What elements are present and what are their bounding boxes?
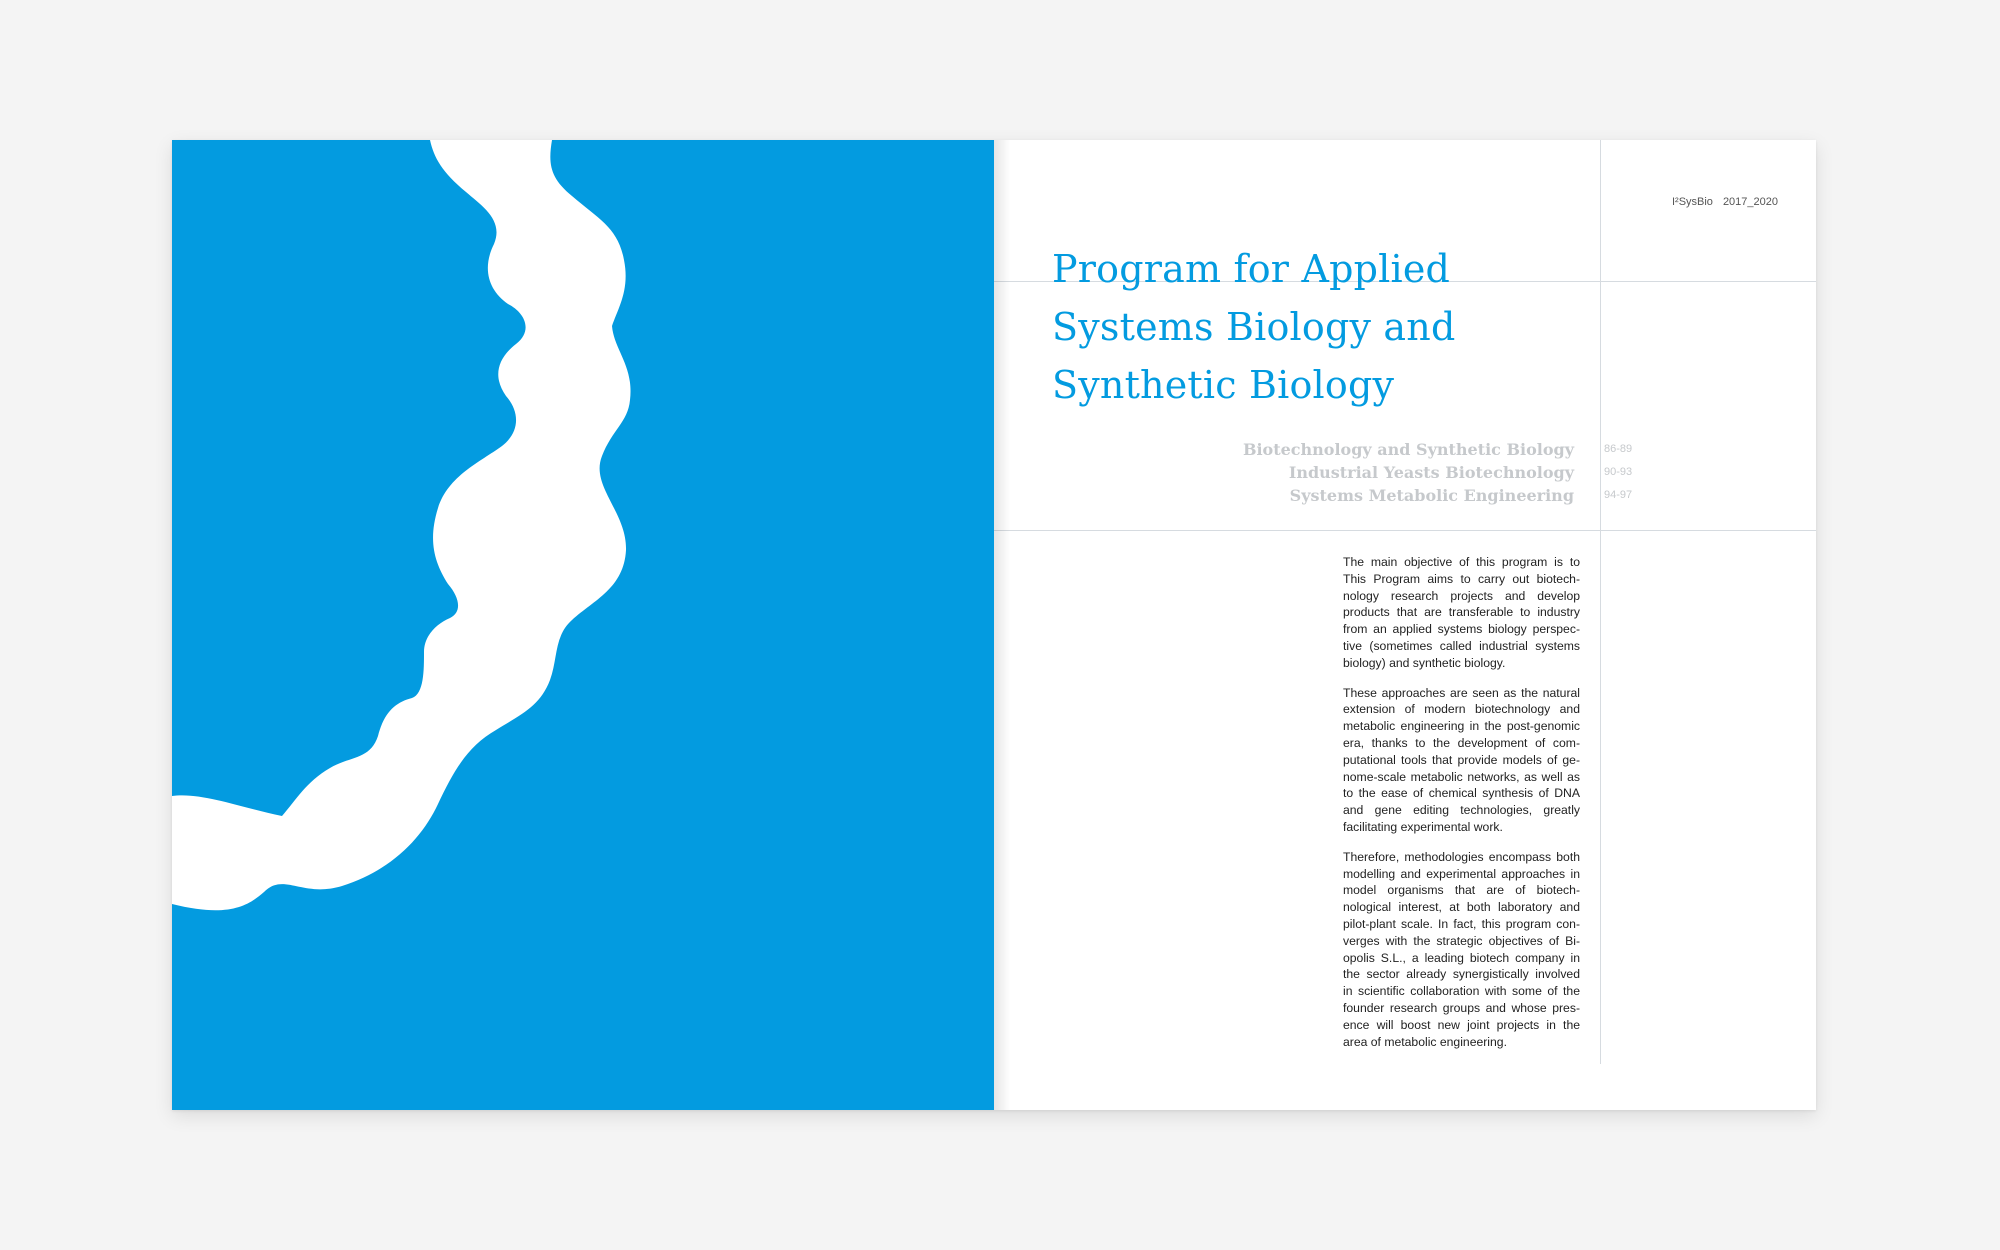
header-years: 2017_2020: [1722, 196, 1778, 208]
body-paragraph: The main objective of this program is to This Program aims to carry out biotechnology research projects and develop products that are transferable to industry from an applied systems biology perspective (sometimes called industrial systems biology) and synthetic biology.: [1343, 555, 1580, 670]
title-line: Program for Applied: [1052, 247, 1451, 291]
gutter-shadow: [994, 140, 1010, 1110]
grid-vertical-rule: [1600, 140, 1601, 1064]
title-line: Systems Biology and: [1052, 305, 1456, 349]
page-title: [1052, 240, 1572, 414]
body-paragraph: These approaches are seen as the natural extension of modern biotechnology and metabolic engineering in the post-genomic era, thanks to the development of computational tools that provide models of genome-scale metabolic networks, as well as to the ease of chemical synthesis of DNA and gene editing technologies, greatly facilitating experimental work.: [1343, 685, 1580, 834]
right-page: [994, 140, 1816, 1110]
grid-horizontal-rule-bottom: [994, 530, 1816, 531]
toc-item-pages: 90-93: [1604, 466, 1633, 478]
body-text-column: [1343, 554, 1580, 1063]
header-brand: I²SysBio: [1671, 196, 1713, 208]
toc-item-pages: 86-89: [1604, 443, 1633, 455]
body-paragraph: Therefore, methodologies encompass both modelling and experimental approaches in model organisms that are of biotechnological interest, at both laboratory and pilot-plant scale. In fact, this program converges with the strategic objectives of Biopolis S.L., a leading biotech company in the sector already synergistically involved in scientific collaboration with some of the founder research groups and whose presence will boost new joint projects in the area of metabolic engineering.: [1343, 849, 1580, 1049]
toc-item-pages: 94-97: [1604, 489, 1633, 501]
toc-page-numbers: [1604, 438, 1664, 507]
table-of-contents: [1124, 438, 1574, 507]
book-spread: [172, 140, 1816, 1110]
toc-item-label: Systems Metabolic Engineering: [1289, 486, 1574, 505]
organic-chain-illustration: [172, 140, 994, 1110]
left-page-illustration: [172, 140, 994, 1110]
title-line: Synthetic Biology: [1052, 363, 1395, 407]
toc-item-label: Biotechnology and Synthetic Biology: [1242, 440, 1574, 459]
toc-item-label: Industrial Yeasts Biotechnology: [1288, 463, 1574, 482]
running-header: [1662, 196, 1778, 208]
